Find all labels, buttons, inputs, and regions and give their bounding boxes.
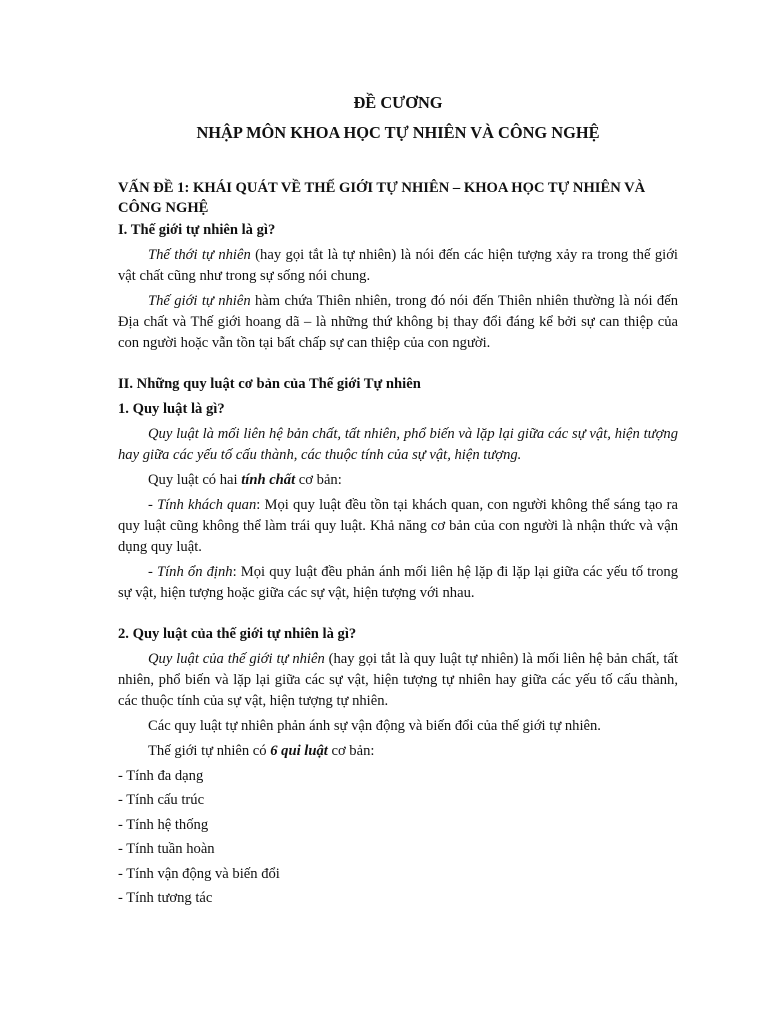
laws-list xyxy=(118,766,678,909)
list-item: - Tính tương tác xyxy=(118,889,213,906)
paragraph-natural-law-reflection: Các quy luật tự nhiên phản ánh sự vận động và biến đổi của thế giới tự nhiên. xyxy=(148,718,601,734)
paragraph-property-stable xyxy=(118,562,678,604)
term-text: Thế giới tự nhiên xyxy=(148,293,251,309)
paragraph-text: cơ bản: xyxy=(327,743,375,759)
document-title: ĐỀ CƯƠNG xyxy=(353,93,443,112)
paragraph-text: Thế giới tự nhiên có xyxy=(148,743,271,759)
paragraph-natural-world-contents xyxy=(118,291,678,354)
emphasis-text: 6 qui luật xyxy=(270,743,328,759)
list-item: - Tính đa dạng xyxy=(118,768,204,784)
definition-text: Quy luật là mối liên hệ bản chất, tất nhiên, phổ biến và lặp lại giữa các sự vật, hiện tượng hay giữa các yếu tố cấu thành, các thuộc tính của sự vật, hiện tượng. xyxy=(118,426,678,463)
term-text: Quy luật của thế giới tự nhiên xyxy=(148,651,325,667)
paragraph-text: : Mọi quy luật đều tồn tại khách quan, con người không thể sáng tạo ra quy luật cũng không thể làm trái quy luật. Khả năng cơ bản của con người là nhận thức và vận dụng quy luật. xyxy=(118,497,678,555)
paragraph-natural-world-definition xyxy=(118,245,678,287)
paragraph-law-definition xyxy=(118,424,678,466)
section-heading-1: I. Thế giới tự nhiên là gì? xyxy=(118,222,276,238)
dash-text: - xyxy=(148,497,158,513)
paragraph-law-properties-intro xyxy=(118,470,678,491)
list-item: - Tính vận động và biến đổi xyxy=(118,865,280,882)
paragraph-natural-law-definition xyxy=(118,649,678,712)
section-heading-2: II. Những quy luật cơ bản của Thế giới Tự nhiên xyxy=(118,376,421,392)
list-item: - Tính hệ thống xyxy=(118,816,209,833)
paragraph-property-objective xyxy=(118,495,678,558)
document-subtitle: NHẬP MÔN KHOA HỌC TỰ NHIÊN VÀ CÔNG NGHỆ xyxy=(196,123,600,142)
subsection-heading-2: 2. Quy luật của thế giới tự nhiên là gì? xyxy=(118,626,357,642)
paragraph-text: (hay gọi tắt là quy luật tự nhiên) là mối liên hệ bản chất, tất nhiên, phổ biến và lặp lại giữa các sự vật, hiện tượng tự nhiên hay giữa các yếu tố cấu thành, các thuộc tính của sự vật, hiện tượng tự nhiên. xyxy=(118,651,678,709)
paragraph-text: (hay gọi tắt là tự nhiên) là nói đến các hiện tượng xảy ra trong thế giới vật chất cũng như trong sự sống nói chung. xyxy=(118,247,678,284)
subsection-heading-1: 1. Quy luật là gì? xyxy=(118,401,225,417)
paragraph-text: cơ bản: xyxy=(295,472,342,488)
paragraph-six-laws-intro xyxy=(118,741,678,762)
term-text: Thế thới tự nhiên xyxy=(148,247,251,263)
term-text: Tính ổn định xyxy=(157,564,233,580)
term-text: Tính khách quan xyxy=(157,497,257,513)
issue-heading: VẤN ĐỀ 1: KHÁI QUÁT VỀ THẾ GIỚI TỰ NHIÊN – KHOA HỌC TỰ NHIÊN VÀ CÔNG NGHỆ xyxy=(118,180,646,216)
document-page xyxy=(118,92,678,912)
dash-text: - xyxy=(148,564,157,580)
paragraph-text: hàm chứa Thiên nhiên, trong đó nói đến Thiên nhiên thường là nói đến Địa chất và Thế giới hoang dã – là những thứ không bị thay đổi đáng kể bởi sự can thiệp của con người hoặc vẫn tồn tại bất chấp sự can thiệp của con người. xyxy=(118,293,679,351)
paragraph-text: Quy luật có hai xyxy=(148,472,242,488)
list-item: - Tính tuần hoàn xyxy=(118,841,215,858)
paragraph-text: : Mọi quy luật đều phản ánh mối liên hệ lặp đi lặp lại giữa các yếu tố trong sự vật, hiện tượng hoặc giữa các sự vật, hiện tượng với nhau. xyxy=(118,564,678,601)
list-item: - Tính cấu trúc xyxy=(118,792,205,809)
emphasis-text: tính chất xyxy=(241,472,296,488)
